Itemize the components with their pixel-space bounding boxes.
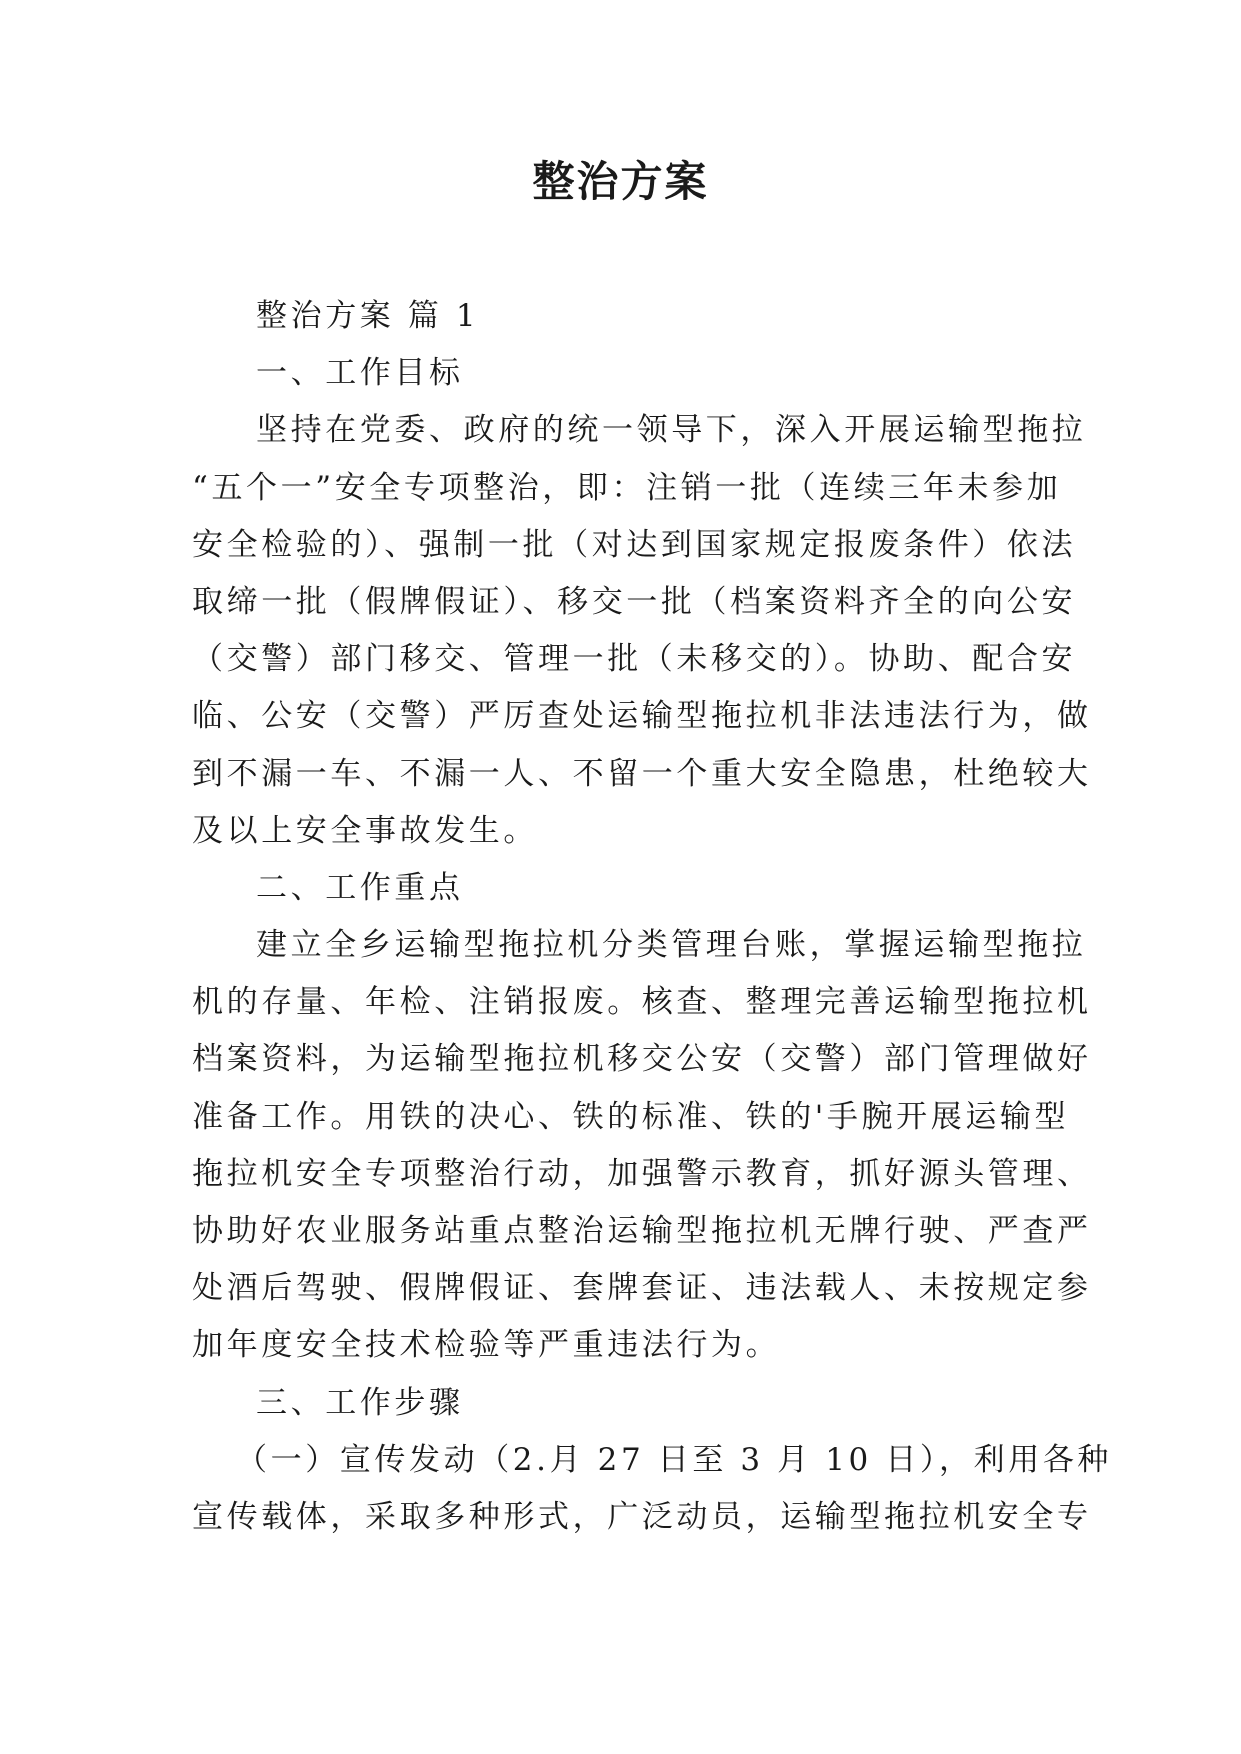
paragraph-line: 准备工作。用铁的决心、铁的标准、铁的'手腕开展运输型 <box>192 1098 1070 1135</box>
paragraph-line: 坚持在党委、政府的统一领导下，深入开展运输型拖拉 <box>256 412 1087 449</box>
paragraph-line: 加年度安全技术检验等严重违法行为。 <box>192 1327 781 1364</box>
paragraph-line: 临、公安（交警）严厉查处运输型拖拉机非法违法行为，做 <box>192 698 1092 735</box>
section-heading: 一、工作目标 <box>256 355 464 392</box>
paragraph-line: 建立全乡运输型拖拉机分类管理台账，掌握运输型拖拉 <box>256 927 1087 964</box>
paragraph-line: （交警）部门移交、管理一批（未移交的）。协助、配合安 <box>192 641 1077 678</box>
paragraph-line: 协助好农业服务站重点整治运输型拖拉机无牌行驶、严查严 <box>192 1213 1092 1249</box>
paragraph-line: 及以上安全事故发生。 <box>192 812 538 849</box>
paragraph-line: 处酒后驾驶、假牌假证、套牌套证、违法载人、未按规定参 <box>192 1270 1092 1307</box>
paragraph-line: 拖拉机安全专项整治行动，加强警示教育，抓好源头管理、 <box>192 1155 1092 1192</box>
section-heading: 二、工作重点 <box>256 869 464 906</box>
paragraph-line: “五个一”安全专项整治，即：注销一批（连续三年未参加 <box>192 469 1062 506</box>
document-body <box>192 288 1113 1546</box>
paragraph-line: 安全检验的）、强制一批（对达到国家规定报废条件）依法 <box>192 526 1077 563</box>
paragraph-line: 到不漏一车、不漏一人、不留一个重大安全隐患，杜绝较大 <box>192 755 1092 792</box>
section-heading-piece: 整治方案 篇 1 <box>256 298 480 334</box>
document-title: 整治方案 <box>532 157 709 206</box>
paragraph-line: 宣传载体，采取多种形式，广泛动员，运输型拖拉机安全专 <box>192 1498 1092 1535</box>
section-heading: 三、工作步骤 <box>256 1384 464 1421</box>
paragraph-line: （一）宣传发动（2.月 27 日至 3 月 10 日），利用各种 <box>236 1441 1113 1478</box>
paragraph-line: 档案资料，为运输型拖拉机移交公安（交警）部门管理做好 <box>192 1041 1092 1078</box>
paragraph-line: 机的存量、年检、注销报废。核查、整理完善运输型拖拉机 <box>192 984 1092 1021</box>
paragraph-line: 取缔一批（假牌假证）、移交一批（档案资料齐全的向公安 <box>192 583 1077 620</box>
